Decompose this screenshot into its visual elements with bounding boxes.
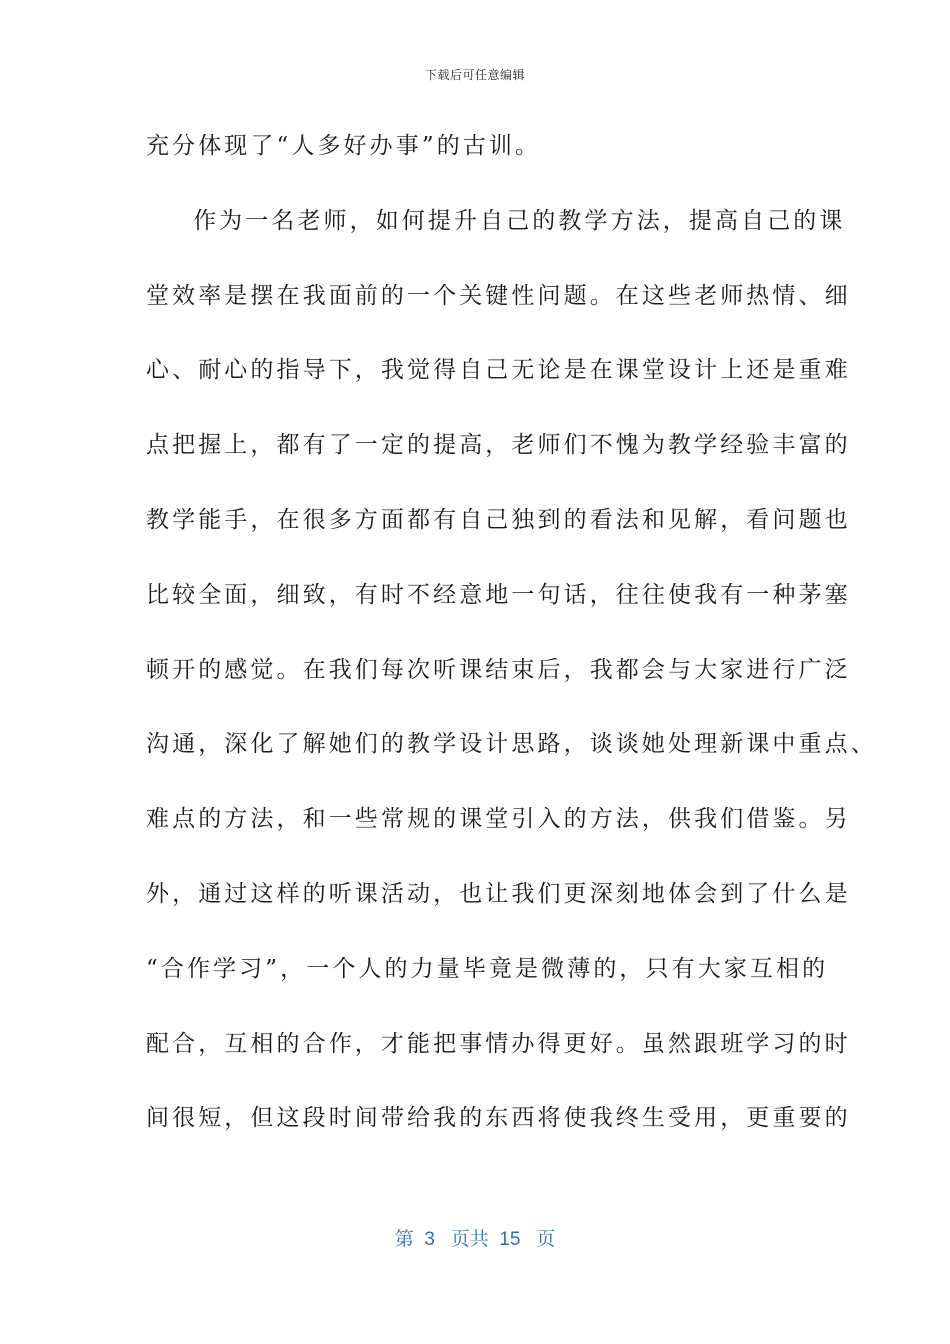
text-line: 心、耐心的指导下，我觉得自己无论是在课堂设计上还是重难 [146, 357, 851, 384]
current-page-number: 3 [424, 1229, 435, 1250]
footer-middle: 页共 [450, 1229, 489, 1250]
text-line: 间很短，但这段时间带给我的东西将使我终生受用，更重要的 [146, 1105, 851, 1132]
text-line: 外，通过这样的听课活动，也让我们更深刻地体会到了什么是 [146, 880, 851, 907]
footer-suffix: 页 [536, 1229, 556, 1250]
text-line: 难点的方法，和一些常规的课堂引入的方法，供我们借鉴。另 [146, 806, 851, 833]
paragraph-first-line: 作为一名老师，如何提升自己的教学方法，提高自己的课 [193, 207, 846, 234]
text-line: 教学能手，在很多方面都有自己独到的看法和见解，看问题也 [146, 506, 851, 533]
text-line: 比较全面，细致，有时不经意地一句话，往往使我有一种茅塞 [146, 581, 851, 608]
body-text [146, 118, 877, 1165]
text-line: 沟通，深化了解她们的教学设计思路，谈谈她处理新课中重点、 [146, 731, 877, 758]
text-line: 堂效率是摆在我面前的一个关键性问题。在这些老师热情、细 [146, 282, 851, 309]
footer-prefix: 第 [394, 1229, 414, 1250]
text-line: 配合，互相的合作，才能把事情办得更好。虽然跟班学习的时 [146, 1030, 851, 1057]
text-line: 顿开的感觉。在我们每次听课结束后，我都会与大家进行广泛 [146, 656, 851, 683]
text-line: 点把握上，都有了一定的提高，老师们不愧为教学经验丰富的 [146, 432, 851, 459]
header-note: 下载后可任意编辑 [424, 68, 525, 82]
page-footer [0, 1224, 950, 1251]
text-line: “合作学习”，一个人的力量毕竟是微薄的，只有大家互相的 [146, 955, 829, 982]
text-line: 充分体现了“人多好办事”的古训。 [146, 133, 542, 159]
total-pages-number: 15 [499, 1229, 521, 1250]
